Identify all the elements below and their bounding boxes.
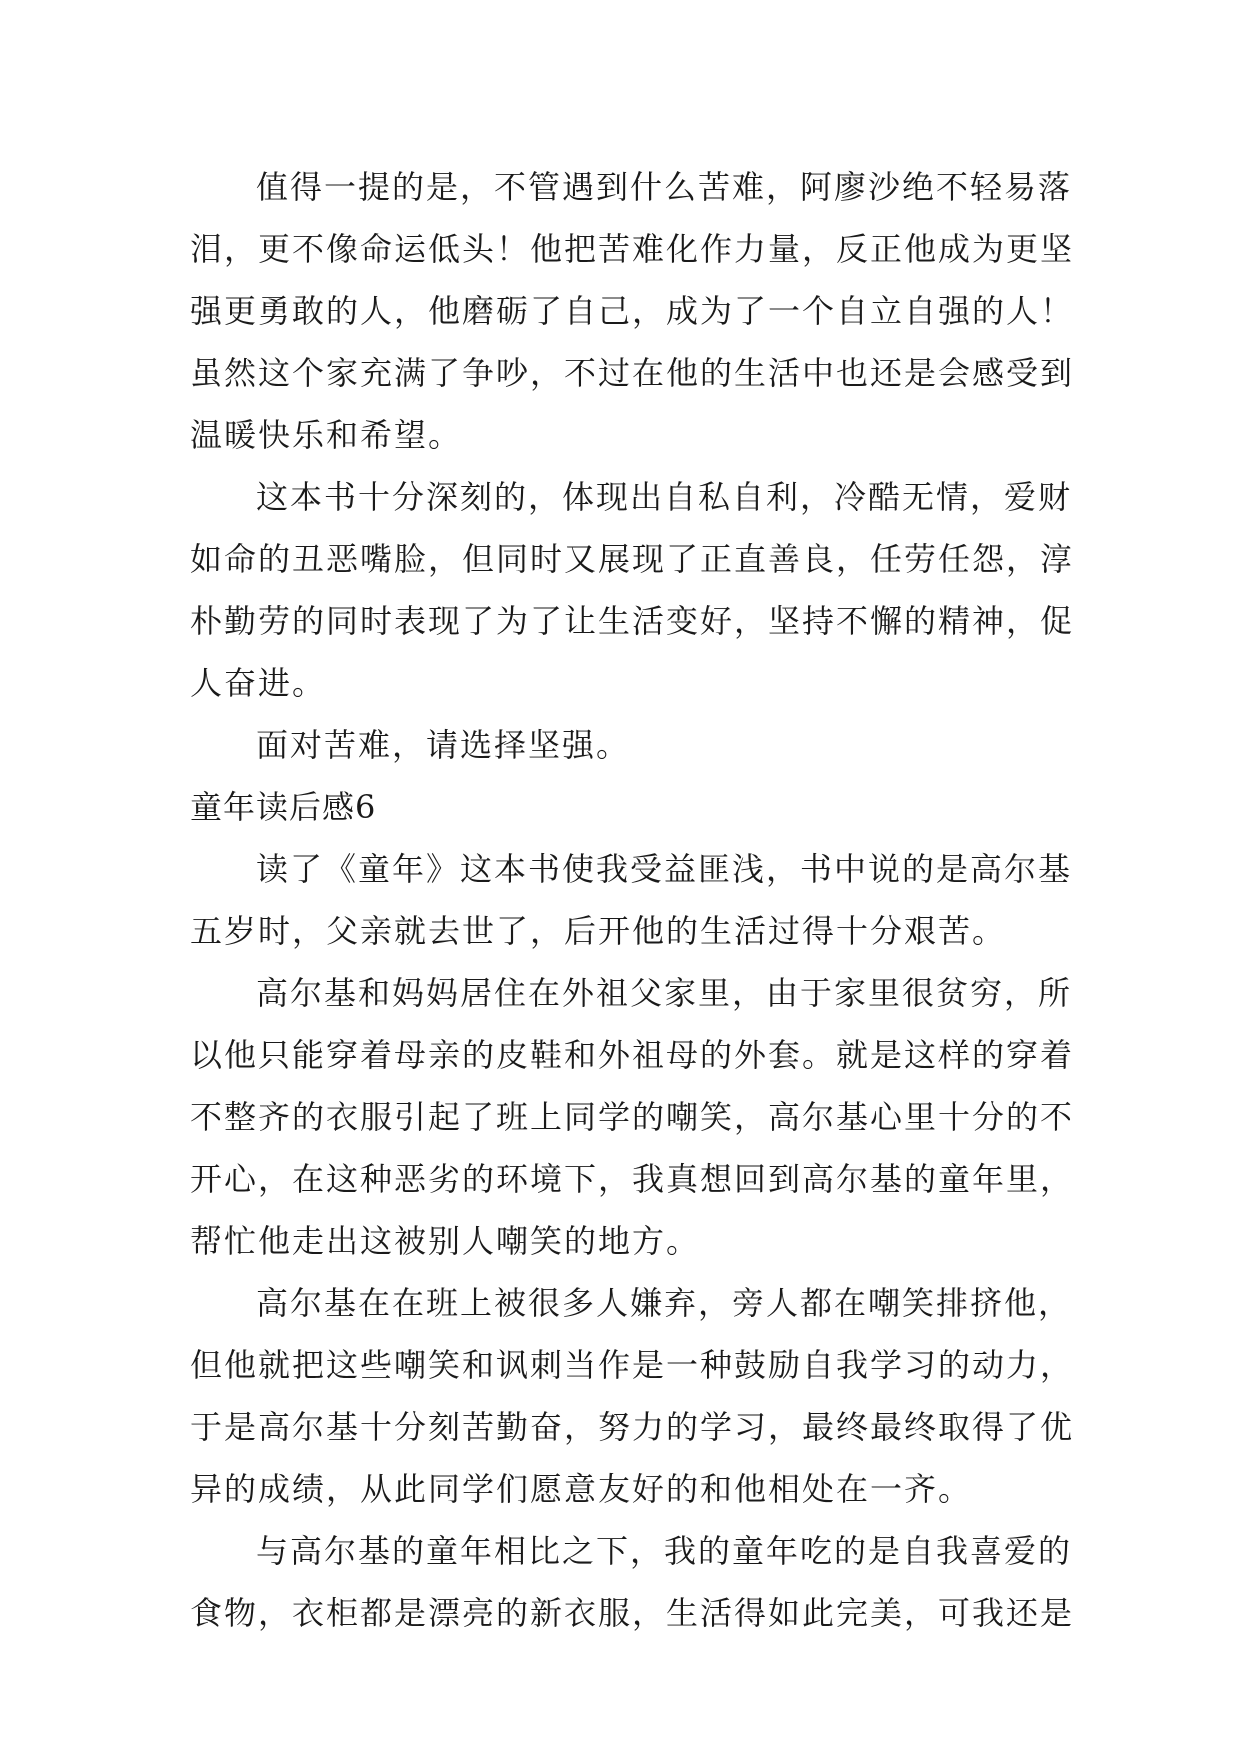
text-line: 开心，在这种恶劣的环境下，我真想回到高尔基的童年里， xyxy=(190,1160,1075,1198)
text-line: 于是高尔基十分刻苦勤奋，努力的学习，最终最终取得了优 xyxy=(190,1408,1075,1446)
text-line: 虽然这个家充满了争吵，不过在他的生活中也还是会感受到 xyxy=(190,354,1075,392)
text-line: 食物，衣柜都是漂亮的新衣服，生活得如此完美，可我还是 xyxy=(190,1594,1075,1632)
text-line: 帮忙他走出这被别人嘲笑的地方。 xyxy=(190,1222,701,1260)
section-heading: 童年读后感6 xyxy=(190,788,377,826)
text-line: 但他就把这些嘲笑和讽刺当作是一种鼓励自我学习的动力， xyxy=(190,1346,1075,1384)
text-line: 五岁时，父亲就去世了，后开他的生活过得十分艰苦。 xyxy=(190,912,1007,950)
text-line: 读了《童年》这本书使我受益匪浅，书中说的是高尔基 xyxy=(256,850,1073,888)
text-line: 强更勇敢的人，他磨砺了自己，成为了一个自立自强的人！ xyxy=(190,292,1075,330)
text-line: 温暖快乐和希望。 xyxy=(190,416,463,454)
paragraph-poverty xyxy=(190,962,1075,1272)
text-line: 异的成绩，从此同学们愿意友好的和他相处在一齐。 xyxy=(190,1470,973,1508)
text-line: 以他只能穿着母亲的皮鞋和外祖母的外套。就是这样的穿着 xyxy=(190,1036,1075,1074)
text-line: 与高尔基的童年相比之下，我的童年吃的是自我喜爱的 xyxy=(256,1532,1073,1570)
text-line: 面对苦难，请选择坚强。 xyxy=(256,726,631,764)
text-line: 高尔基和妈妈居住在外祖父家里，由于家里很贫穷，所 xyxy=(256,974,1073,1012)
text-line: 泪，更不像命运低头！他把苦难化作力量，反正他成为更坚 xyxy=(190,230,1075,268)
paragraph-intro xyxy=(190,838,1073,962)
text-line: 这本书十分深刻的，体现出自私自利，冷酷无情，爱财 xyxy=(256,478,1073,516)
text-line: 人奋进。 xyxy=(190,664,327,702)
paragraph-hardship xyxy=(190,156,1075,466)
text-line: 值得一提的是，不管遇到什么苦难，阿廖沙绝不轻易落 xyxy=(256,168,1073,206)
text-line: 不整齐的衣服引起了班上同学的嘲笑，高尔基心里十分的不 xyxy=(190,1098,1075,1136)
paragraph-book-depth xyxy=(190,466,1075,714)
paragraph-face-hardship xyxy=(190,714,1050,776)
text-line: 如命的丑恶嘴脸，但同时又展现了正直善良，任劳任怨，淳 xyxy=(190,540,1075,578)
text-line: 朴勤劳的同时表现了为了让生活变好，坚持不懈的精神，促 xyxy=(190,602,1075,640)
paragraph-comparison xyxy=(190,1520,1075,1644)
text-line: 高尔基在在班上被很多人嫌弃，旁人都在嘲笑排挤他， xyxy=(256,1284,1073,1322)
paragraph-perseverance xyxy=(190,1272,1075,1520)
